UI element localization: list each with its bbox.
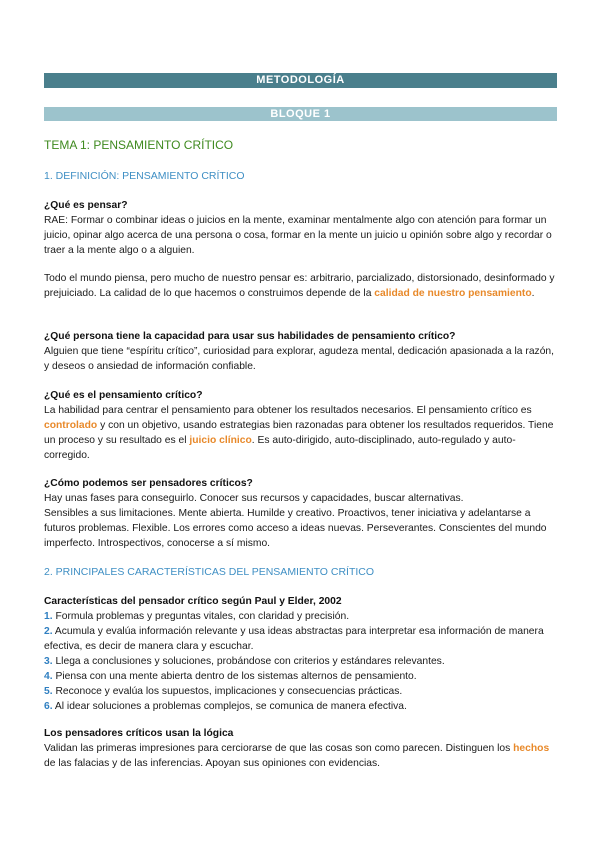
list-item-text: Acumula y evalúa información relevante y usa ideas abstractas para interpretar esa información de manera efectiva, es decir de manera clara y escuchar. (44, 626, 544, 652)
question-heading: ¿Cómo podemos ser pensadores críticos? (44, 478, 253, 489)
section1-q4 (44, 476, 560, 551)
highlight: juicio clínico (189, 435, 252, 446)
characteristics-list (44, 609, 560, 714)
paragraph: Sensibles a sus limitaciones. Mente abierta. Humilde y creativo. Proactivos, tener iniciativa y adelantarse a futuros problemas. Flexible. Los errores como acceso a ideas nuevas. Perseverantes. Conscientes del mundo imperfecto. Introspectivos, conocerse a sí mismo. (44, 508, 547, 549)
list-item-number: 2. (44, 626, 53, 637)
header-title-bar: METODOLOGÍA (44, 73, 557, 88)
list-item (44, 654, 560, 669)
list-item (44, 624, 560, 654)
list-item (44, 684, 560, 699)
list-item-text: Reconoce y evalúa los supuestos, implicaciones y consecuencias prácticas. (52, 686, 403, 697)
logic-heading: Los pensadores críticos usan la lógica (44, 728, 234, 739)
highlight: calidad de nuestro pensamiento (374, 288, 532, 299)
list-item-number: 6. (44, 701, 53, 712)
paragraph: RAE: Formar o combinar ideas o juicios en la mente, examinar mentalmente algo con atención para formar un juicio, opinar algo acerca de una persona o cosa, formar en la mente un juicio u opinión sobre algo y recordar o traer a la mente algo o a alguien. (44, 215, 552, 256)
block-title-bar: BLOQUE 1 (44, 107, 557, 121)
list-item-number: 1. (44, 611, 53, 622)
paragraph: Alguien que tiene “espíritu crítico”, curiosidad para explorar, agudeza mental, dedicación apasionada a la razón, y deseos o ansiedad de información confiable. (44, 346, 555, 372)
section1-q1 (44, 198, 560, 258)
list-item-number: 4. (44, 671, 53, 682)
question-heading: ¿Qué persona tiene la capacidad para usar sus habilidades de pensamiento crítico? (44, 331, 456, 342)
list-item-text: Formula problemas y preguntas vitales, con claridad y precisión. (52, 611, 350, 622)
list-item-text: Llega a conclusiones y soluciones, probándose con criterios y estándares relevantes. (52, 656, 445, 667)
question-heading: ¿Qué es pensar? (44, 200, 128, 211)
section2-title: 2. PRINCIPALES CARACTERÍSTICAS DEL PENSAMIENTO CRÍTICO (44, 566, 375, 578)
list-item (44, 609, 560, 624)
paragraph: Hay unas fases para conseguirlo. Conocer sus recursos y capacidades, buscar alternativas. (44, 493, 464, 504)
section1-paragraph2 (44, 271, 560, 301)
list-heading: Características del pensador crítico según Paul y Elder, 2002 (44, 596, 342, 607)
list-item-number: 3. (44, 656, 53, 667)
topic-title: TEMA 1: PENSAMIENTO CRÍTICO (44, 138, 234, 152)
section2-characteristics (44, 594, 560, 714)
section1-q3 (44, 388, 560, 463)
paragraph: Validan las primeras impresiones para cerciorarse de que las cosas son como parecen. Distinguen los hechos de las falacias y de las inferencias. Apoyan sus opiniones con evidencias. (44, 743, 550, 769)
highlight: hechos (513, 743, 550, 754)
section1-title: 1. DEFINICIÓN: PENSAMIENTO CRÍTICO (44, 170, 245, 182)
highlight: controlado (44, 420, 98, 431)
paragraph: Todo el mundo piensa, pero mucho de nuestro pensar es: arbitrario, parcializado, distorsionado, desinformado y prejuiciado. La calidad de lo que hacemos o construimos depende de la calidad de nuestro pensamiento. (44, 273, 555, 299)
list-item (44, 669, 560, 684)
list-item-text: Piensa con una mente abierta dentro de los sistemas alternos de pensamiento. (52, 671, 417, 682)
section1-q2 (44, 329, 560, 374)
section2-logic (44, 726, 560, 771)
list-item (44, 699, 560, 714)
list-item-text: Al idear soluciones a problemas complejos, se comunica de manera efectiva. (52, 701, 407, 712)
list-item-number: 5. (44, 686, 53, 697)
question-heading: ¿Qué es el pensamiento crítico? (44, 390, 203, 401)
paragraph: La habilidad para centrar el pensamiento para obtener los resultados necesarios. El pensamiento crítico es controlado y con un objetivo, usando estrategias bien razonadas para obtener los resultados requeridos. Tiene un proceso y su resultado es el juicio clínico. Es auto-dirigido, auto-disciplinado, auto-regulado y auto-corregido. (44, 405, 554, 461)
